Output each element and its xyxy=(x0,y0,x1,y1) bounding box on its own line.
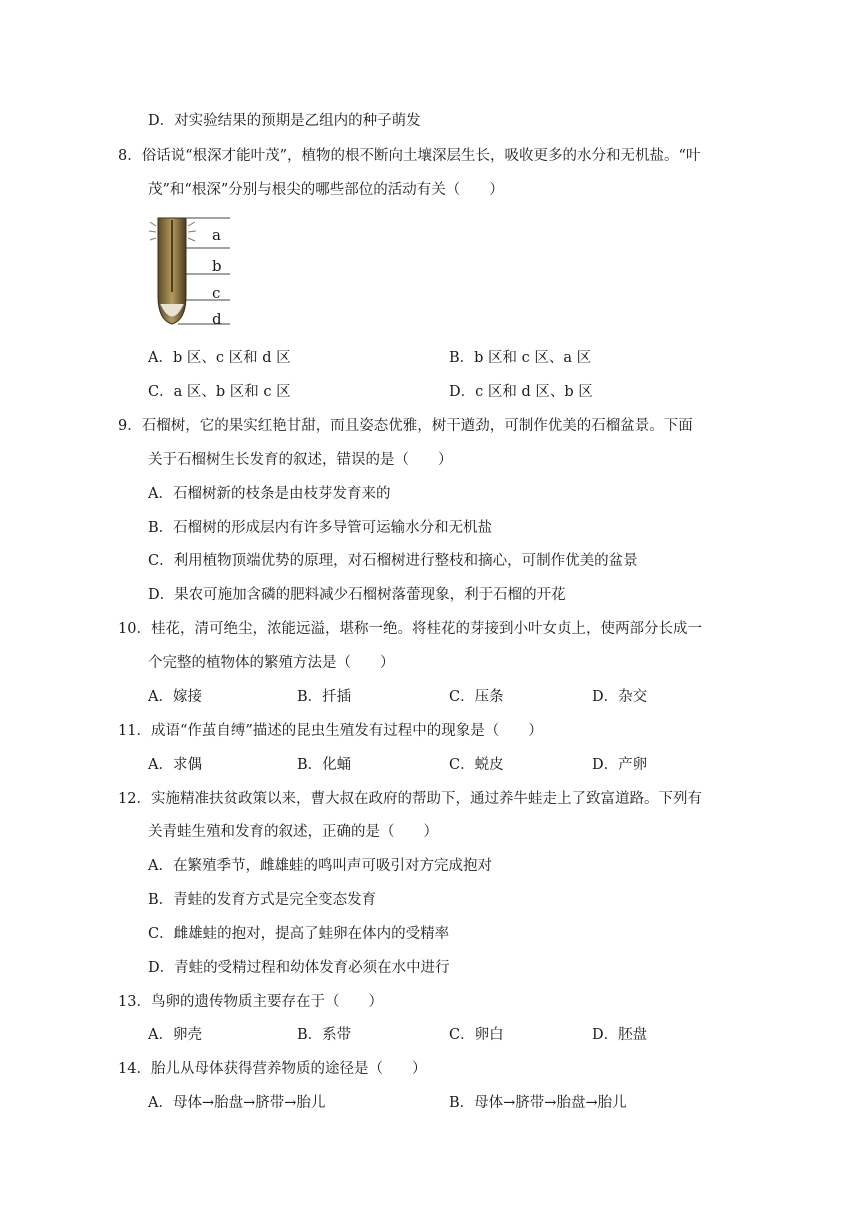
q13-option-b: B．系带 xyxy=(297,1027,352,1043)
q11-stem-line1: 11．成语“作茧自缚”描述的昆虫生殖发有过程中的现象是（ ） xyxy=(118,723,543,739)
q12-option-b: B．青蛙的发育方式是完全变态发育 xyxy=(148,892,377,908)
q14-option-a: A．母体→胎盘→脐带→胎儿 xyxy=(148,1095,326,1111)
q12-option-c: C．雌雄蛙的抱对，提高了蛙卵在体内的受精率 xyxy=(148,926,450,942)
q8-option-d: D．c 区和 d 区、b 区 xyxy=(449,384,593,400)
q9-stem-line1: 9．石榴树，它的果实红艳甘甜，而且姿态优雅，树干遒劲，可制作优美的石榴盆景。下面 xyxy=(118,418,693,434)
q11-option-b: B．化蛹 xyxy=(297,757,352,773)
q10-option-a: A．嫁接 xyxy=(148,689,202,705)
q7-option-d: D．对实验结果的预期是乙组内的种子萌发 xyxy=(148,113,421,129)
q8-option-a: A．b 区、c 区和 d 区 xyxy=(148,350,291,366)
q12-option-d: D．青蛙的受精过程和幼体发育必须在水中进行 xyxy=(148,960,450,976)
q13-stem-line1: 13．鸟卵的遗传物质主要存在于（ ） xyxy=(118,994,383,1010)
q9-option-b: B．石榴树的形成层内有许多导管可运输水分和无机盐 xyxy=(148,520,493,536)
q9-stem-line2: 关于石榴树生长发育的叙述，错误的是（ ） xyxy=(148,452,453,468)
q8-stem-line2: 茂”和“根深”分别与根尖的哪些部位的活动有关（ ） xyxy=(148,182,504,198)
figure-label-d: d xyxy=(212,310,222,328)
q11-option-a: A．求偶 xyxy=(148,757,202,773)
q10-stem-line2: 个完整的植物体的繁殖方法是（ ） xyxy=(148,655,395,671)
q8-option-b: B．b 区和 c 区、a 区 xyxy=(449,350,592,366)
q9-option-d: D．果农可施加含磷的肥料减少石榴树落蕾现象，利于石榴的开花 xyxy=(148,587,566,603)
q14-option-b: B．母体→脐带→胎盘→胎儿 xyxy=(449,1095,627,1111)
q11-option-c: C．蜕皮 xyxy=(449,757,504,773)
q10-stem-line1: 10．桂花，清可绝尘，浓能远溢，堪称一绝。将桂花的芽接到小叶女贞上，使两部分长成一 xyxy=(118,621,702,637)
q10-option-c: C．压条 xyxy=(449,689,504,705)
q12-option-a: A．在繁殖季节，雌雄蛙的鸣叫声可吸引对方完成抱对 xyxy=(148,858,492,874)
q8-option-c: C．a 区、b 区和 c 区 xyxy=(148,384,291,400)
q13-option-a: A．卵壳 xyxy=(148,1027,202,1043)
figure-label-a: a xyxy=(212,226,221,244)
q12-stem-line2: 关青蛙生殖和发育的叙述，正确的是（ ） xyxy=(148,824,438,840)
q12-stem-line1: 12．实施精准扶贫政策以来，曹大叔在政府的帮助下，通过养牛蛙走上了致富道路。下列有 xyxy=(118,791,702,807)
q11-option-d: D．产卵 xyxy=(592,757,648,773)
q10-option-d: D．杂交 xyxy=(592,689,648,705)
q13-option-d: D．胚盘 xyxy=(592,1027,648,1043)
q13-option-c: C．卵白 xyxy=(449,1027,504,1043)
q9-option-c: C．利用植物顶端优势的原理，对石榴树进行整枝和摘心，可制作优美的盆景 xyxy=(148,553,638,569)
figure-label-b: b xyxy=(212,257,222,275)
q14-stem-line1: 14．胎儿从母体获得营养物质的途径是（ ） xyxy=(118,1061,427,1077)
root-tip-figure xyxy=(148,212,238,332)
q9-option-a: A．石榴树新的枝条是由枝芽发育来的 xyxy=(148,486,391,502)
q8-stem-line1: 8．俗话说“根深才能叶茂”，植物的根不断向土壤深层生长，吸收更多的水分和无机盐。“叶 xyxy=(118,148,701,164)
figure-label-c: c xyxy=(212,284,221,302)
q10-option-b: B．扦插 xyxy=(297,689,352,705)
